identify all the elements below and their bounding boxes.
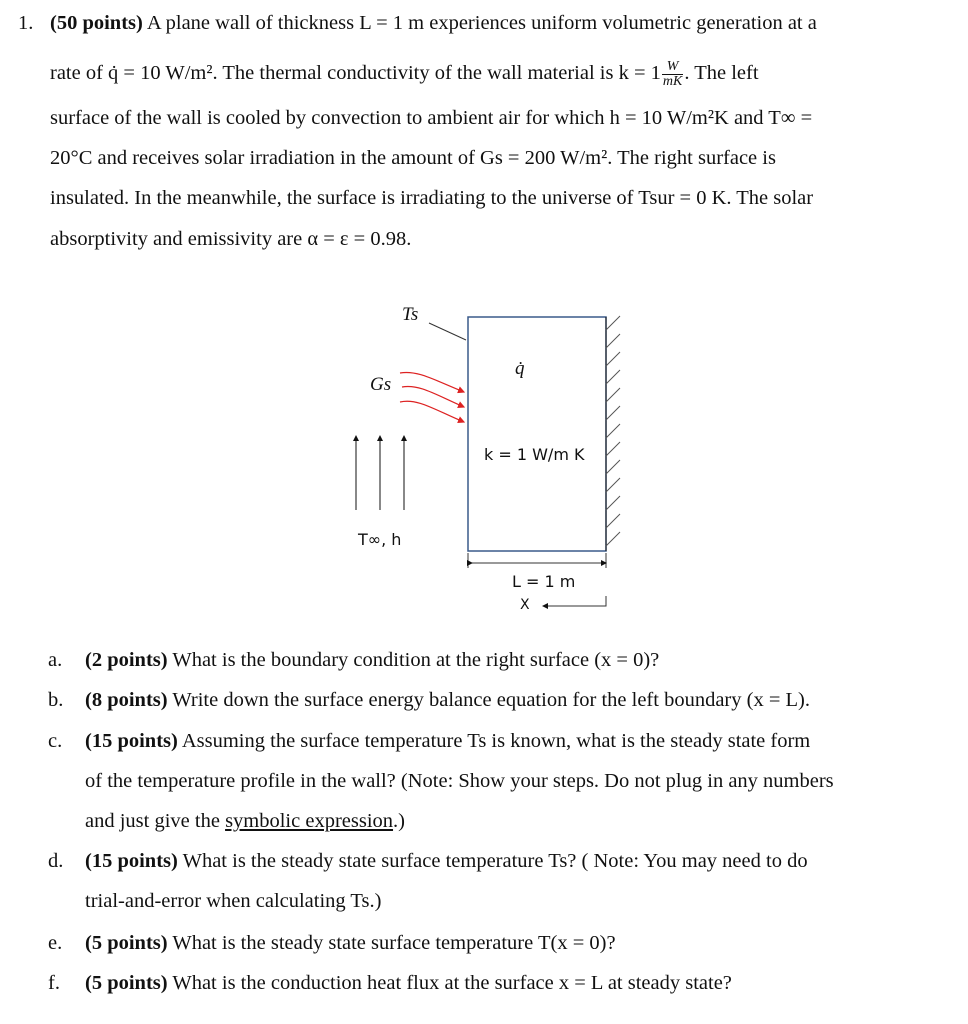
k-label: k = 1 W/m K <box>484 445 585 464</box>
problem-text-2-tail: . The left <box>684 62 759 85</box>
ts-label: Ts <box>402 304 419 325</box>
solar-arrows <box>400 372 464 422</box>
wall-rect <box>468 317 606 551</box>
problem-text-5: insulated. In the meanwhile, the surface is irradiating to the universe of Tsur = 0 K. The solar <box>50 187 814 209</box>
qdot-label: q̇ <box>515 358 525 379</box>
ts-leader <box>429 323 466 340</box>
problem-line-2 <box>50 60 926 89</box>
insulation-hatch <box>606 316 620 546</box>
problem-line-1 <box>50 12 926 35</box>
problem-text-6: absorptivity and emissivity are α = ε = 0.98. <box>50 228 412 250</box>
x-label: X <box>520 597 530 613</box>
gs-label: Gs <box>370 374 392 395</box>
problem-text-2: rate of q̇ = 10 W/m². The thermal conductivity of the wall material is k = 1 <box>50 62 661 85</box>
problem-text-4: 20°C and receives solar irradiation in the amount of Gs = 200 W/m². The right surface is <box>50 147 776 169</box>
problem-text-3: surface of the wall is cooled by convection to ambient air for which h = 10 W/m²K and T∞ = <box>50 107 813 129</box>
problem-text-1: A plane wall of thickness L = 1 m experiences uniform volumetric generation at a <box>146 12 817 34</box>
convection-arrows <box>356 438 404 510</box>
problem-points: (50 points) <box>50 12 143 34</box>
conductivity-unit-fraction: $\frac{W}{mK}$ <box>662 59 683 89</box>
tinf-h-label: T∞, h <box>358 530 402 549</box>
x-axis-arrow <box>545 596 606 606</box>
problem-number: 1. <box>18 12 34 34</box>
wall-diagram <box>340 300 640 620</box>
length-label: L = 1 m <box>512 572 576 591</box>
